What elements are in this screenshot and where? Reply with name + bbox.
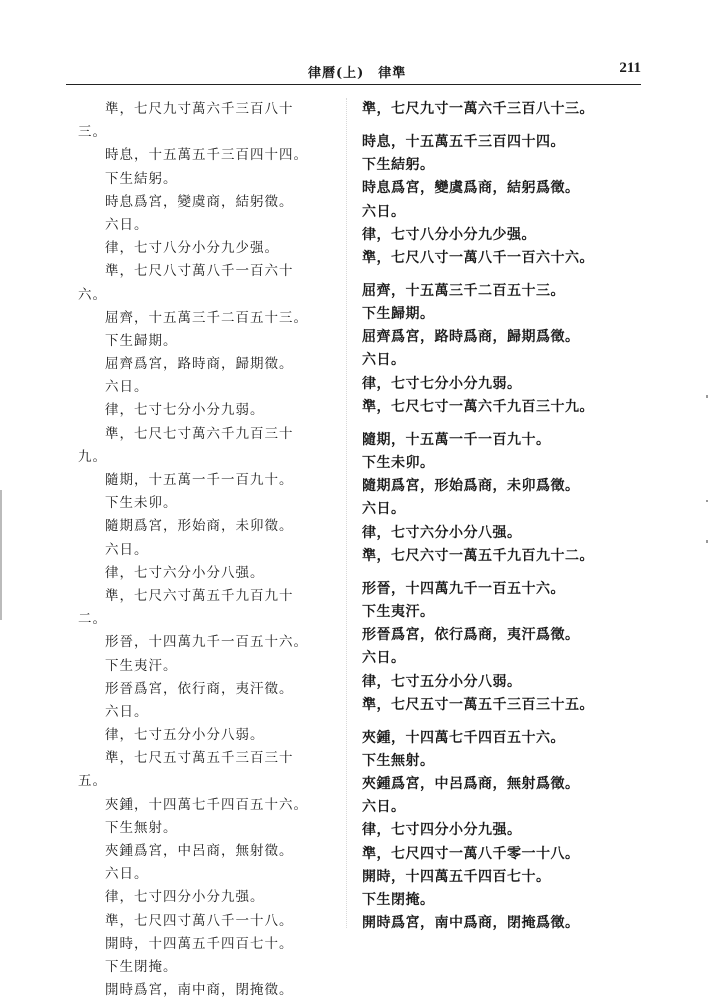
right-text-line: 下生夷汗。 bbox=[362, 603, 435, 620]
right-text-line: 時息爲宮，變虞爲商，結躬爲徵。 bbox=[362, 180, 580, 197]
left-text-line: 形晉爲宮，依行商，夷汗徵。 bbox=[105, 680, 294, 697]
right-text-line: 六日。 bbox=[362, 203, 406, 220]
right-text-line: 準，七尺六寸一萬五千九百九十二。 bbox=[362, 547, 594, 564]
right-text-line: 律，七寸七分小分九弱。 bbox=[362, 375, 522, 392]
left-text-line: 六日。 bbox=[105, 379, 149, 396]
right-text-line: 開時爲宮，南中爲商，閉掩爲徵。 bbox=[362, 915, 580, 932]
scan-edge-mark bbox=[0, 490, 2, 620]
right-text-line: 六日。 bbox=[362, 799, 406, 816]
right-text-line: 六日。 bbox=[362, 501, 406, 518]
right-text-line: 律，七寸八分小分九少强。 bbox=[362, 226, 536, 243]
left-text-line: 開時爲宮，南中商，閉掩徵。 bbox=[105, 982, 294, 999]
right-text-line: 屈齊，十五萬三千二百五十三。 bbox=[362, 282, 565, 299]
paragraph-gap bbox=[362, 717, 642, 727]
left-text-line: 屈齊，十五萬三千二百五十三。 bbox=[105, 309, 308, 326]
left-text-line: 二。 bbox=[78, 611, 107, 628]
left-text-line: 隨期爲宮，形始商，未卯徵。 bbox=[105, 518, 294, 535]
left-text-line: 準，七尺五寸萬五千三百三十 bbox=[105, 750, 294, 767]
right-text-line: 下生無射。 bbox=[362, 752, 435, 769]
right-column-collated-text bbox=[362, 98, 642, 935]
right-text-line: 下生歸期。 bbox=[362, 306, 435, 323]
left-text-line: 屈齊爲宮，路時商，歸期徵。 bbox=[105, 356, 294, 373]
left-text-line: 準，七尺八寸萬八千一百六十 bbox=[105, 263, 294, 280]
right-text-line: 夾鍾，十四萬七千四百五十六。 bbox=[362, 729, 565, 746]
page-header bbox=[66, 58, 641, 84]
left-text-line: 隨期，十五萬一千一百九十。 bbox=[105, 472, 294, 488]
right-text-line: 下生未卯。 bbox=[362, 455, 435, 472]
header-rule bbox=[66, 84, 641, 85]
left-text-line: 下生歸期。 bbox=[105, 332, 178, 349]
right-text-line: 準，七尺四寸一萬八千零一十八。 bbox=[362, 845, 580, 862]
paragraph-gap bbox=[362, 568, 642, 578]
left-text-line: 律，七寸七分小分九弱。 bbox=[105, 402, 265, 419]
scan-speck bbox=[706, 500, 708, 502]
right-text-line: 準，七尺八寸一萬八千一百六十六。 bbox=[362, 249, 594, 266]
left-text-line: 五。 bbox=[78, 773, 107, 790]
left-text-line: 六日。 bbox=[105, 703, 149, 720]
left-text-line: 夾鍾爲宮，中呂商，無射徵。 bbox=[105, 843, 294, 859]
paragraph-gap bbox=[362, 419, 642, 429]
right-text-line: 屈齊爲宮，路時爲商，歸期爲徵。 bbox=[362, 329, 580, 346]
right-text-line: 下生閉掩。 bbox=[362, 891, 435, 908]
right-text-line: 準，七尺七寸一萬六千九百三十九。 bbox=[362, 398, 594, 415]
right-text-line: 六日。 bbox=[362, 352, 406, 369]
page-number: 211 bbox=[619, 60, 641, 76]
right-text-line: 開時，十四萬五千四百七十。 bbox=[362, 868, 551, 885]
running-head-title: 律曆(上) 律準 bbox=[308, 66, 407, 81]
left-text-line: 下生閉掩。 bbox=[105, 958, 178, 975]
left-text-line: 律，七寸五分小分八弱。 bbox=[105, 727, 265, 744]
left-text-line: 下生結躬。 bbox=[105, 170, 178, 187]
left-text-line: 準，七尺七寸萬六千九百三十 bbox=[105, 425, 294, 442]
left-text-line: 九。 bbox=[78, 448, 107, 465]
left-text-line: 準，七尺九寸萬六千三百八十 bbox=[105, 101, 294, 117]
right-text-line: 夾鍾爲宮，中呂爲商，無射爲徵。 bbox=[362, 776, 580, 793]
left-text-line: 形晉，十四萬九千一百五十六。 bbox=[105, 634, 308, 651]
left-text-line: 六日。 bbox=[105, 216, 149, 233]
left-text-line: 準，七尺六寸萬五千九百九十 bbox=[105, 587, 294, 604]
left-text-line: 律，七寸四分小分九强。 bbox=[105, 889, 265, 906]
right-text-line: 六日。 bbox=[362, 650, 406, 667]
right-text-line: 隨期爲宮，形始爲商，未卯爲徵。 bbox=[362, 478, 580, 495]
right-text-line: 律，七寸六分小分八强。 bbox=[362, 524, 522, 541]
right-text-line: 形晉爲宮，依行爲商，夷汗爲徵。 bbox=[362, 627, 580, 644]
left-text-line: 準，七尺四寸萬八千一十八。 bbox=[105, 912, 294, 929]
left-text-line: 律，七寸八分小分九少强。 bbox=[105, 240, 279, 257]
left-text-line: 下生無射。 bbox=[105, 819, 178, 836]
paragraph-gap bbox=[362, 121, 642, 131]
left-text-line: 時息，十五萬五千三百四十四。 bbox=[105, 147, 308, 164]
right-text-line: 律，七寸四分小分九强。 bbox=[362, 822, 522, 839]
scan-speck bbox=[706, 540, 708, 543]
left-text-line: 六日。 bbox=[105, 541, 149, 558]
scan-speck bbox=[706, 395, 708, 398]
right-text-line: 形晉，十四萬九千一百五十六。 bbox=[362, 580, 565, 597]
left-text-line: 下生夷汗。 bbox=[105, 657, 178, 674]
left-column-original-text bbox=[78, 98, 330, 1002]
right-text-line: 時息，十五萬五千三百四十四。 bbox=[362, 133, 565, 150]
left-text-line: 三。 bbox=[78, 124, 107, 141]
left-text-line: 六。 bbox=[78, 286, 107, 303]
left-text-line: 律，七寸六分小分八强。 bbox=[105, 564, 265, 581]
right-text-line: 準，七尺九寸一萬六千三百八十三。 bbox=[362, 101, 594, 117]
left-text-line: 開時，十四萬五千四百七十。 bbox=[105, 935, 294, 952]
column-divider bbox=[346, 98, 347, 928]
paragraph-gap bbox=[362, 270, 642, 280]
left-text-line: 夾鍾，十四萬七千四百五十六。 bbox=[105, 796, 308, 813]
right-text-line: 律，七寸五分小分八弱。 bbox=[362, 673, 522, 690]
right-text-line: 準，七尺五寸一萬五千三百三十五。 bbox=[362, 696, 594, 713]
left-text-line: 六日。 bbox=[105, 866, 149, 883]
left-text-line: 下生未卯。 bbox=[105, 495, 178, 512]
right-text-line: 下生結躬。 bbox=[362, 157, 435, 174]
right-text-line: 隨期，十五萬一千一百九十。 bbox=[362, 431, 551, 448]
left-text-line: 時息爲宮，變虞商，結躬徵。 bbox=[105, 193, 294, 210]
